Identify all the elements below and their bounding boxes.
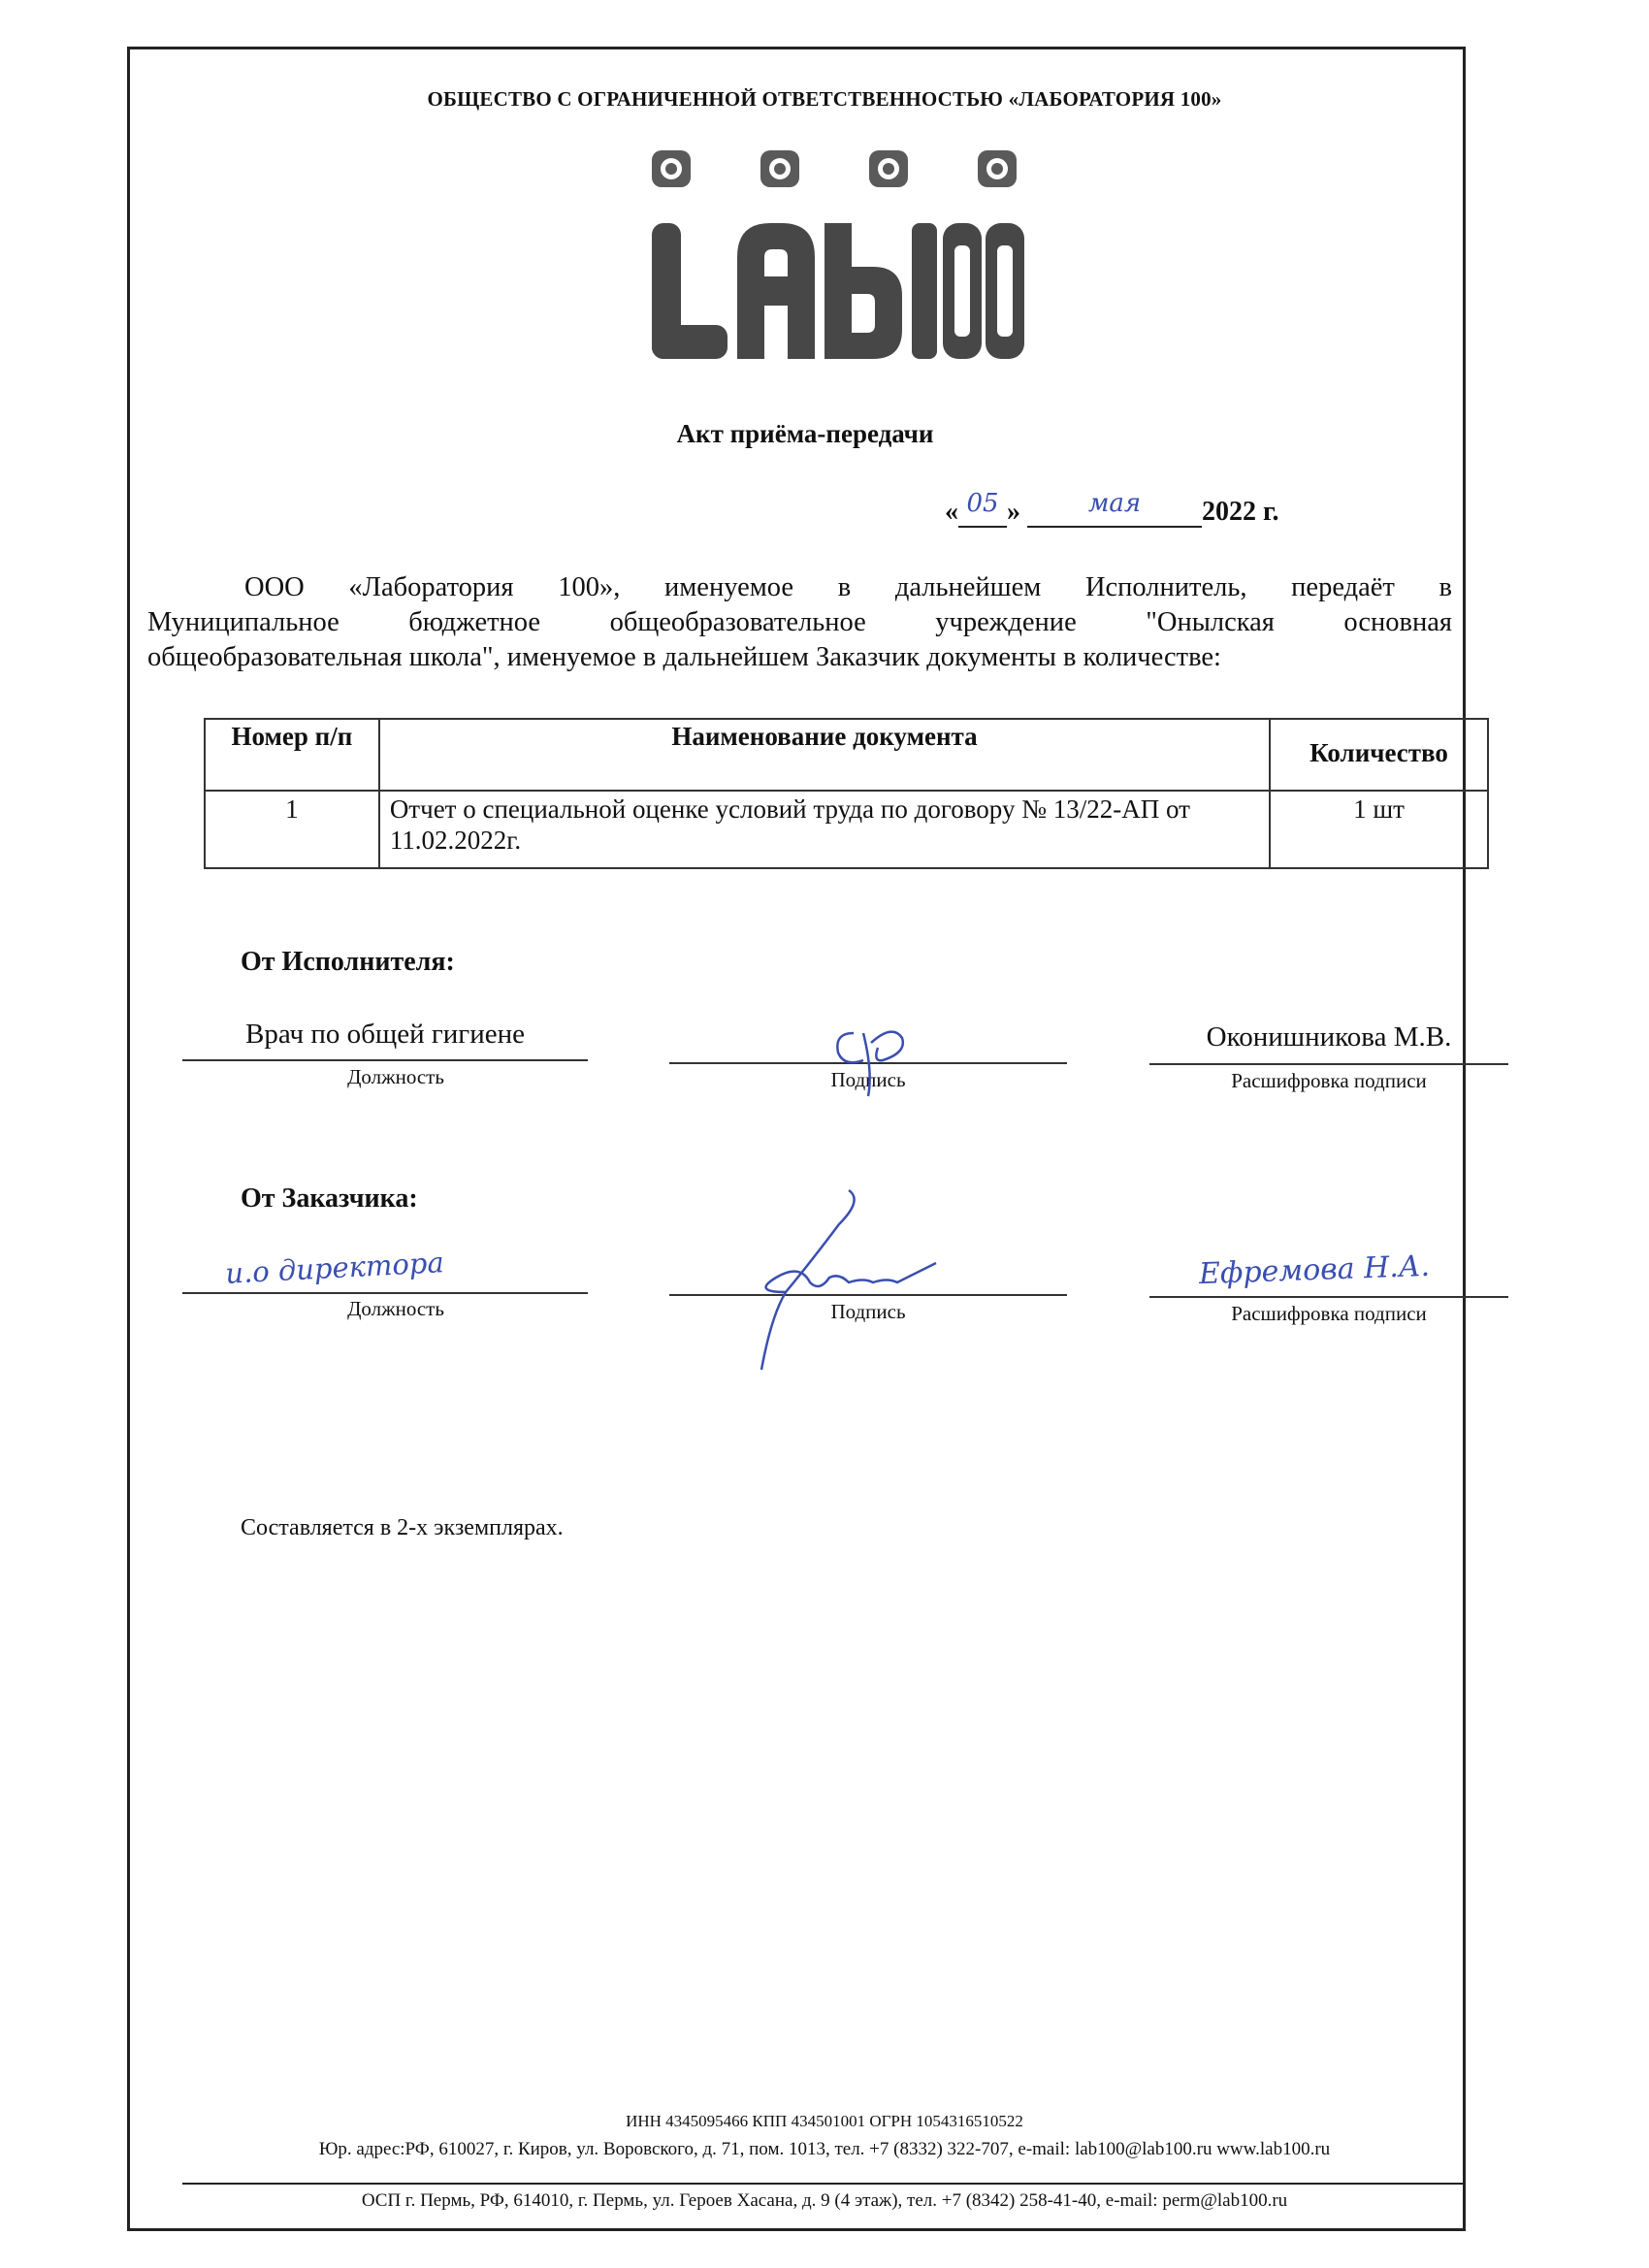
documents-table bbox=[204, 718, 1489, 869]
executor-name: Оконишникова М.В. bbox=[1206, 1021, 1452, 1053]
intro-line-1: ООО «Лаборатория 100», именуемое в дальнейшем Исполнитель, передаёт в bbox=[244, 572, 1452, 602]
date-month-handwritten: мая bbox=[1087, 489, 1142, 518]
row-number: 1 bbox=[205, 791, 379, 868]
intro-line-2: Муниципальное бюджетное общеобразовательное учреждение "Онылская основная bbox=[147, 607, 1452, 637]
footer-ids: ИНН 4345095466 КПП 434501001 ОГРН 1054316510522 bbox=[626, 2112, 1023, 2130]
logo-badges bbox=[652, 150, 1017, 187]
customer-signature-caption: Подпись bbox=[830, 1300, 906, 1323]
executor-position: Врач по общей гигиене bbox=[245, 1019, 525, 1050]
document-title: Акт приёма-передачи bbox=[676, 419, 934, 448]
col-header-number: Номер п/п bbox=[205, 719, 379, 791]
col-header-name: Наименование документа bbox=[379, 719, 1270, 791]
executor-position-caption: Должность bbox=[347, 1065, 444, 1088]
company-name: ОБЩЕСТВО С ОГРАНИЧЕННОЙ ОТВЕТСТВЕННОСТЬЮ «ЛАБОРАТОРИЯ 100» bbox=[427, 87, 1222, 111]
row-quantity: 1 шт bbox=[1270, 791, 1488, 868]
executor-position-line bbox=[182, 1059, 588, 1061]
copies-note: Составляется в 2-х экземплярах. bbox=[241, 1515, 564, 1540]
date-month-blank bbox=[1027, 489, 1202, 528]
document-date bbox=[945, 489, 1279, 528]
customer-signature-icon bbox=[694, 1185, 955, 1379]
executor-signature-icon bbox=[824, 1014, 922, 1101]
col-header-quantity: Количество bbox=[1270, 719, 1488, 791]
footer-address: Юр. адрес:РФ, 610027, г. Киров, ул. Воровского, д. 71, пом. 1013, тел. +7 (8332) 322-707, e-mail: lab100@lab100.ru www.lab100.ru bbox=[318, 2139, 1331, 2159]
executor-name-caption: Расшифровка подписи bbox=[1231, 1069, 1427, 1092]
table-header-row bbox=[205, 719, 1488, 791]
page-frame bbox=[127, 47, 1466, 2231]
table-row bbox=[205, 791, 1488, 868]
date-day-blank bbox=[958, 489, 1007, 528]
date-close-quote: » bbox=[1007, 497, 1020, 527]
footer-branch: ОСП г. Пермь, РФ, 614010, г. Пермь, ул. Героев Хасана, д. 9 (4 этаж), тел. +7 (8342) 258-41-40, e-mail: perm@lab100.ru bbox=[361, 2190, 1288, 2211]
executor-name-line bbox=[1149, 1063, 1508, 1065]
customer-name-handwritten: Ефремова Н.А. bbox=[1198, 1248, 1431, 1292]
date-day-handwritten: 05 bbox=[966, 489, 999, 518]
intro-line-3: общеобразовательная школа", именуемое в дальнейшем Заказчик документы в количестве: bbox=[147, 642, 1221, 672]
intro-paragraph bbox=[147, 570, 1452, 675]
customer-position-line bbox=[182, 1292, 588, 1294]
date-open-quote: « bbox=[945, 497, 958, 527]
customer-heading: От Заказчика: bbox=[241, 1183, 418, 1214]
executor-signature-caption: Подпись bbox=[830, 1068, 906, 1091]
executor-heading: От Исполнителя: bbox=[241, 947, 455, 977]
customer-position-caption: Должность bbox=[347, 1297, 444, 1320]
customer-name-caption: Расшифровка подписи bbox=[1231, 1302, 1427, 1325]
customer-position-handwritten: и.о директора bbox=[224, 1246, 445, 1290]
date-year: 2022 г. bbox=[1202, 497, 1279, 527]
lab100-logo bbox=[652, 150, 1024, 364]
footer-divider bbox=[182, 2183, 1465, 2185]
row-document-name: Отчет о специальной оценке условий труда по договору № 13/22-АП от 11.02.2022г. bbox=[379, 791, 1270, 868]
logo-wordmark bbox=[652, 223, 1024, 359]
customer-name-line bbox=[1149, 1296, 1508, 1298]
